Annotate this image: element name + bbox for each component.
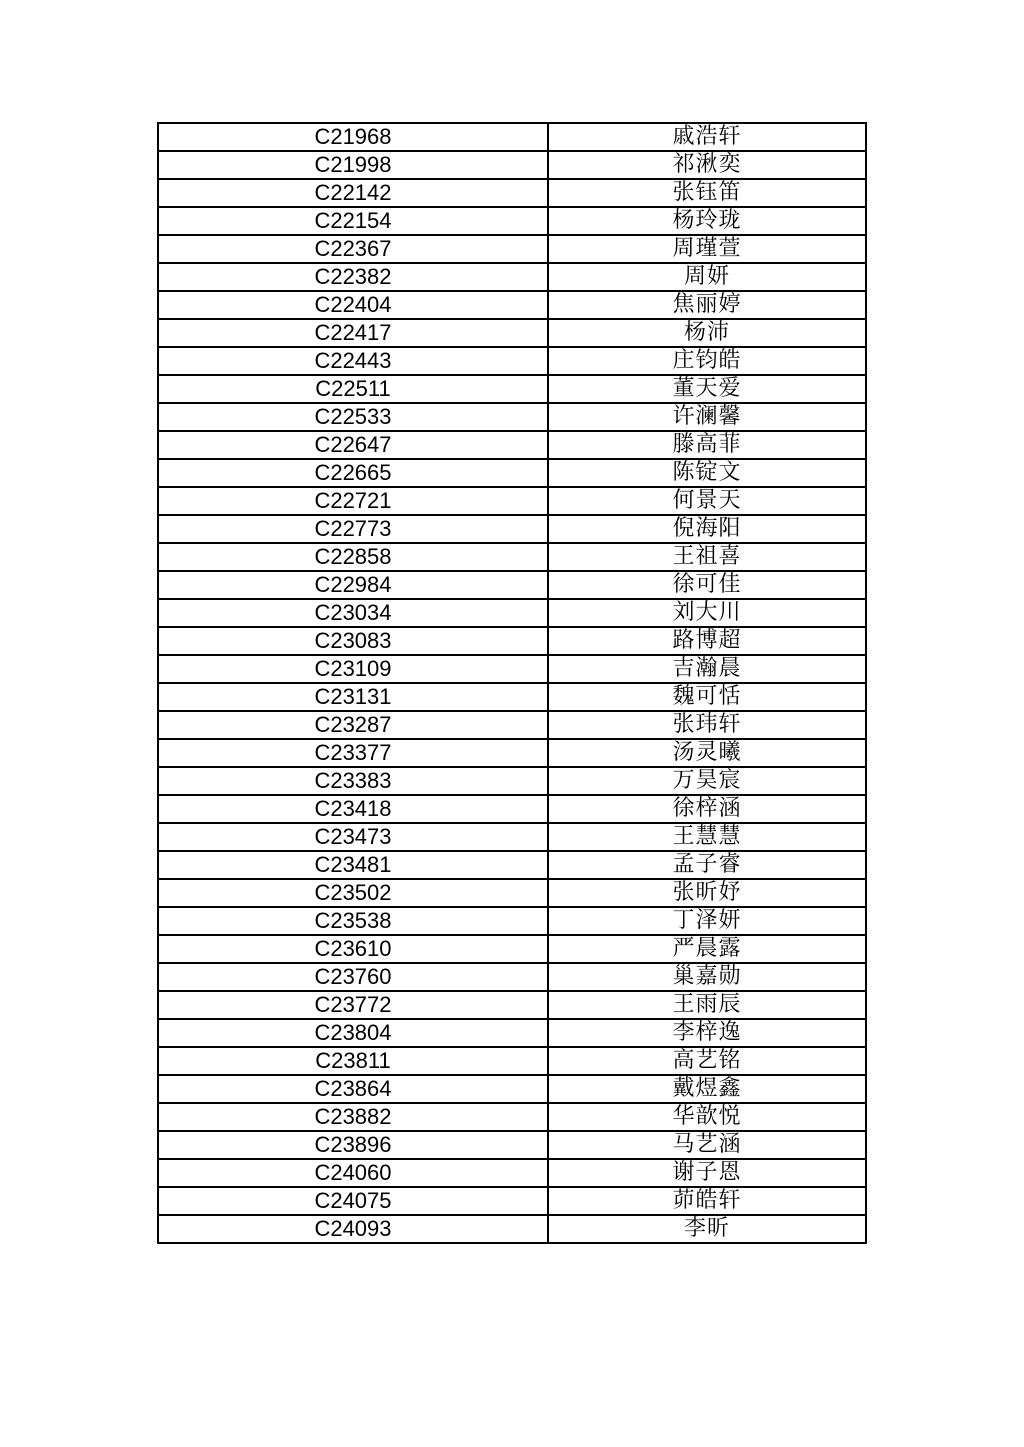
student-id-cell: C24075	[158, 1187, 548, 1215]
student-name-cell: 董天爱	[548, 375, 866, 403]
student-name-cell: 汤灵曦	[548, 739, 866, 767]
student-name-cell: 李梓逸	[548, 1019, 866, 1047]
student-id-cell: C23811	[158, 1047, 548, 1075]
table-row	[158, 711, 866, 739]
table-row	[158, 431, 866, 459]
student-name-cell: 周瑾萱	[548, 235, 866, 263]
table-row	[158, 767, 866, 795]
table-row	[158, 1215, 866, 1243]
table-row	[158, 319, 866, 347]
student-id-cell: C22142	[158, 179, 548, 207]
table-row	[158, 739, 866, 767]
student-id-cell: C22721	[158, 487, 548, 515]
student-id-cell: C23287	[158, 711, 548, 739]
table-row	[158, 347, 866, 375]
table-row	[158, 991, 866, 1019]
student-name-cell: 路博超	[548, 627, 866, 655]
student-id-cell: C22417	[158, 319, 548, 347]
student-id-cell: C23418	[158, 795, 548, 823]
table-row	[158, 459, 866, 487]
student-name-cell: 张昕妤	[548, 879, 866, 907]
table-row	[158, 543, 866, 571]
table-row	[158, 935, 866, 963]
student-name-cell: 万昊宸	[548, 767, 866, 795]
student-name-cell: 巢嘉勋	[548, 963, 866, 991]
student-name-cell: 王雨辰	[548, 991, 866, 1019]
student-id-cell: C23538	[158, 907, 548, 935]
student-id-cell: C21998	[158, 151, 548, 179]
table-row	[158, 179, 866, 207]
student-name-cell: 刘大川	[548, 599, 866, 627]
student-id-cell: C23610	[158, 935, 548, 963]
student-name-cell: 徐可佳	[548, 571, 866, 599]
student-id-cell: C22773	[158, 515, 548, 543]
table-row	[158, 487, 866, 515]
student-name-cell: 戴煜鑫	[548, 1075, 866, 1103]
student-id-cell: C23481	[158, 851, 548, 879]
student-id-cell: C23131	[158, 683, 548, 711]
table-row	[158, 375, 866, 403]
table-row	[158, 1159, 866, 1187]
student-name-cell: 祁湫奕	[548, 151, 866, 179]
student-name-cell: 吉瀚晨	[548, 655, 866, 683]
student-name-cell: 庄钧皓	[548, 347, 866, 375]
table-row	[158, 907, 866, 935]
student-name-cell: 魏可恬	[548, 683, 866, 711]
table-row	[158, 1047, 866, 1075]
student-id-cell: C24093	[158, 1215, 548, 1243]
student-name-cell: 杨玲珑	[548, 207, 866, 235]
roster-table-body	[158, 123, 866, 1243]
student-id-cell: C23109	[158, 655, 548, 683]
table-row	[158, 599, 866, 627]
student-id-cell: C23772	[158, 991, 548, 1019]
table-row	[158, 683, 866, 711]
student-name-cell: 周妍	[548, 263, 866, 291]
table-row	[158, 1103, 866, 1131]
student-id-cell: C22984	[158, 571, 548, 599]
student-name-cell: 杨沛	[548, 319, 866, 347]
student-name-cell: 滕高菲	[548, 431, 866, 459]
student-id-cell: C23034	[158, 599, 548, 627]
student-name-cell: 丁泽妍	[548, 907, 866, 935]
student-name-cell: 焦丽婷	[548, 291, 866, 319]
student-id-cell: C23502	[158, 879, 548, 907]
student-id-cell: C23473	[158, 823, 548, 851]
table-row	[158, 571, 866, 599]
table-row	[158, 795, 866, 823]
table-row	[158, 1075, 866, 1103]
table-row	[158, 515, 866, 543]
student-id-cell: C23896	[158, 1131, 548, 1159]
student-name-cell: 王慧慧	[548, 823, 866, 851]
table-row	[158, 1187, 866, 1215]
table-row	[158, 1131, 866, 1159]
student-name-cell: 马艺涵	[548, 1131, 866, 1159]
student-id-cell: C23083	[158, 627, 548, 655]
student-name-cell: 谢子恩	[548, 1159, 866, 1187]
table-row	[158, 235, 866, 263]
student-id-cell: C22533	[158, 403, 548, 431]
table-row	[158, 403, 866, 431]
student-name-cell: 张钰笛	[548, 179, 866, 207]
student-name-cell: 张玮轩	[548, 711, 866, 739]
student-name-cell: 许澜馨	[548, 403, 866, 431]
student-id-cell: C22154	[158, 207, 548, 235]
student-id-cell: C22511	[158, 375, 548, 403]
student-id-cell: C22858	[158, 543, 548, 571]
student-name-cell: 王祖喜	[548, 543, 866, 571]
student-id-cell: C22665	[158, 459, 548, 487]
student-name-cell: 戚浩轩	[548, 123, 866, 151]
student-id-cell: C22404	[158, 291, 548, 319]
roster-sheet	[157, 122, 865, 1244]
table-row	[158, 151, 866, 179]
table-row	[158, 291, 866, 319]
student-id-cell: C23804	[158, 1019, 548, 1047]
roster-table	[157, 122, 867, 1244]
table-row	[158, 207, 866, 235]
table-row	[158, 963, 866, 991]
student-id-cell: C21968	[158, 123, 548, 151]
table-row	[158, 627, 866, 655]
table-row	[158, 879, 866, 907]
table-row	[158, 1019, 866, 1047]
student-id-cell: C22382	[158, 263, 548, 291]
student-name-cell: 李昕	[548, 1215, 866, 1243]
student-id-cell: C23864	[158, 1075, 548, 1103]
table-row	[158, 123, 866, 151]
table-row	[158, 263, 866, 291]
student-id-cell: C24060	[158, 1159, 548, 1187]
student-id-cell: C22647	[158, 431, 548, 459]
student-name-cell: 孟子睿	[548, 851, 866, 879]
table-row	[158, 655, 866, 683]
table-row	[158, 823, 866, 851]
student-name-cell: 茆皓轩	[548, 1187, 866, 1215]
student-name-cell: 徐梓涵	[548, 795, 866, 823]
student-name-cell: 何景天	[548, 487, 866, 515]
student-id-cell: C23882	[158, 1103, 548, 1131]
student-id-cell: C22367	[158, 235, 548, 263]
table-row	[158, 851, 866, 879]
student-name-cell: 严晨露	[548, 935, 866, 963]
student-id-cell: C22443	[158, 347, 548, 375]
student-id-cell: C23760	[158, 963, 548, 991]
student-name-cell: 高艺铭	[548, 1047, 866, 1075]
student-name-cell: 倪海阳	[548, 515, 866, 543]
student-id-cell: C23377	[158, 739, 548, 767]
student-name-cell: 陈锭文	[548, 459, 866, 487]
student-name-cell: 华歆悦	[548, 1103, 866, 1131]
student-id-cell: C23383	[158, 767, 548, 795]
